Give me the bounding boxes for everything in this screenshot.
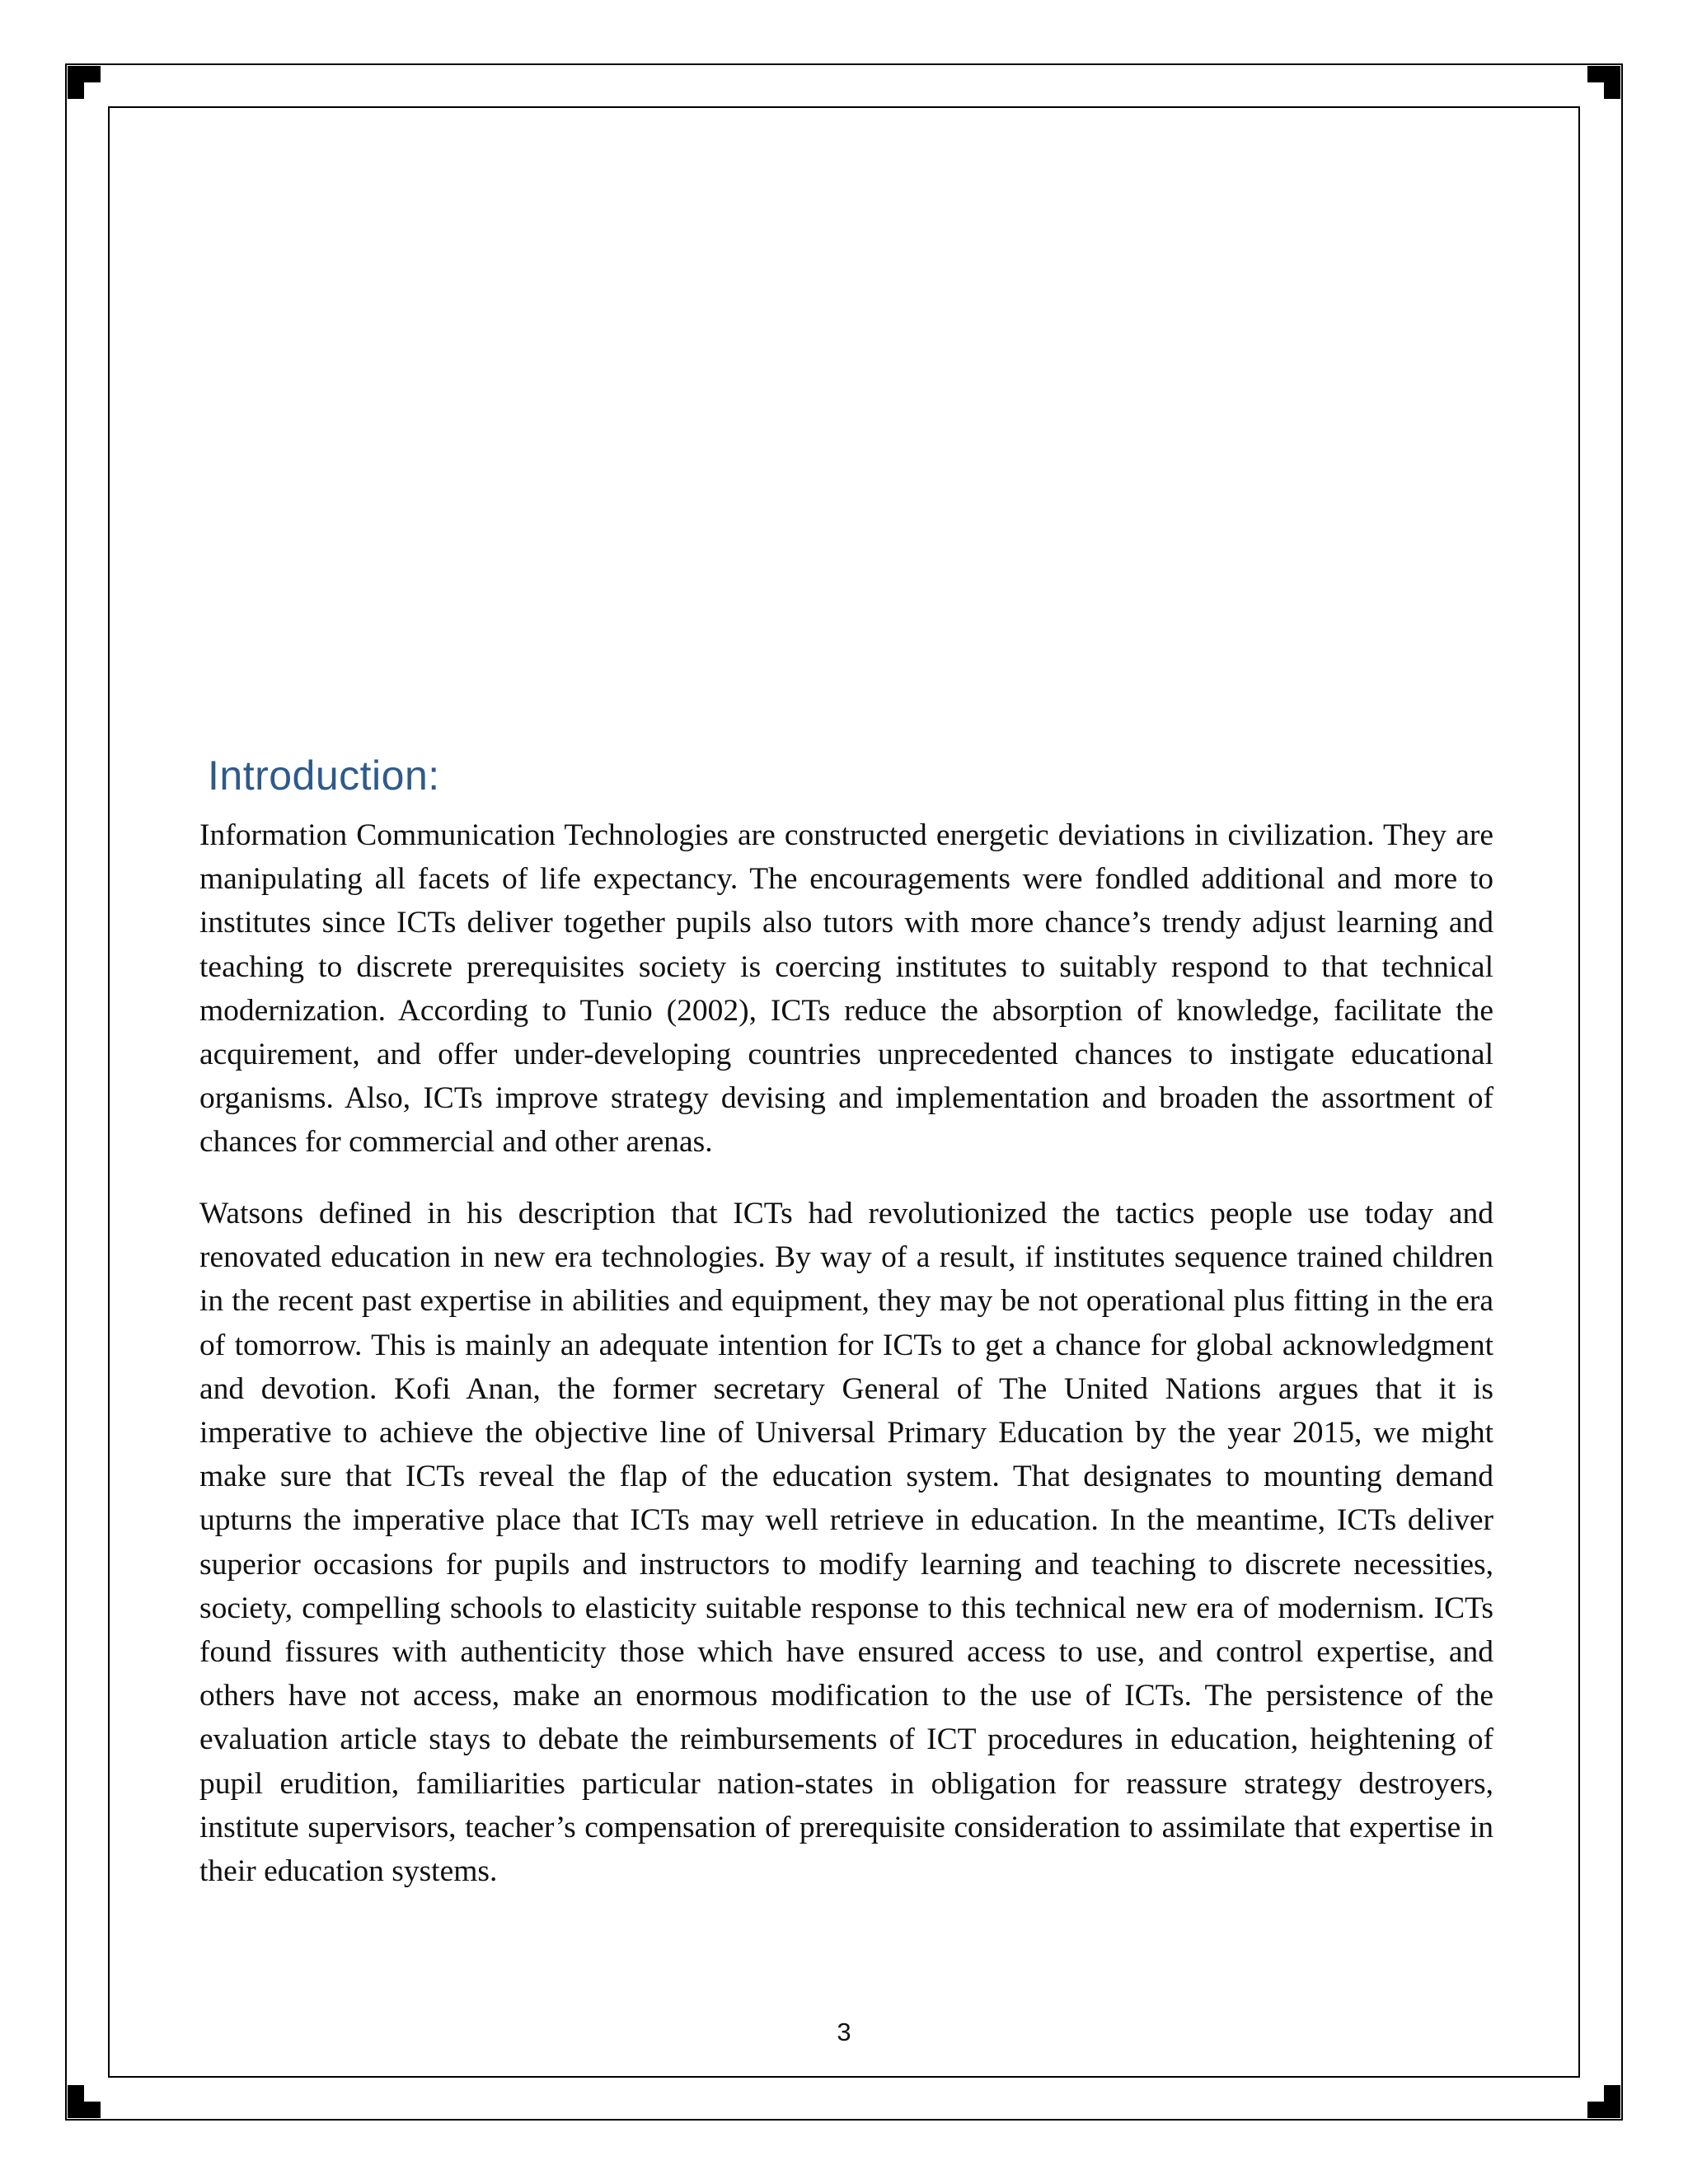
page-number: 3 (837, 2018, 851, 2046)
section-heading: Introduction: (208, 752, 440, 799)
paragraph: Watsons defined in his description that ICTs had revolutionized the tactics people use today and renovated education in new era technologies. By way of a result, if institutes sequence trained children in the recent past expertise in abilities and equipment, they may be not operational plus fitting in the era of tomorrow. This is mainly an adequate intention for ICTs to get a chance for global acknowledgment and devotion. Kofi Anan, the former secretary General of The United Nations argues that it is imperative to achieve the objective line of Universal Primary Education by the year 2015, we might make sure that ICTs reveal the flap of the education system. That designates to mounting demand upturns the imperative place that ICTs may well retrieve in education. In the meantime, ICTs deliver superior occasions for pupils and instructors to modify learning and teaching to discrete necessities, society, compelling schools to elasticity suitable response to this technical new era of modernism. ICTs found fissures with authenticity those which have ensured access to use, and control expertise, and others have not access, make an enormous modification to the use of ICTs. The persistence of the evaluation article stays to debate the reimbursements of ICT procedures in education, heightening of pupil erudition, familiarities particular nation-states in obligation for reassure strategy destroyers, institute supervisors, teacher’s compensation of prerequisite consideration to assimilate that expertise in their education systems. (199, 1197, 1493, 1889)
paragraph: Information Communication Technologies are constructed energetic deviations in civilization. They are manipulating all facets of life expectancy. The encouragements were fondled additional and more to institutes since ICTs deliver together pupils also tutors with more chance’s trendy adjust learning and teaching to discrete prerequisites society is coercing institutes to suitably respond to that technical modernization. According to Tunio (2002), ICTs reduce the absorption of knowledge, facilitate the acquirement, and offer under-developing countries unprecedented chances to instigate educational organisms. Also, ICTs improve strategy devising and implementation and broaden the assortment of chances for commercial and other arenas. (199, 818, 1493, 1160)
